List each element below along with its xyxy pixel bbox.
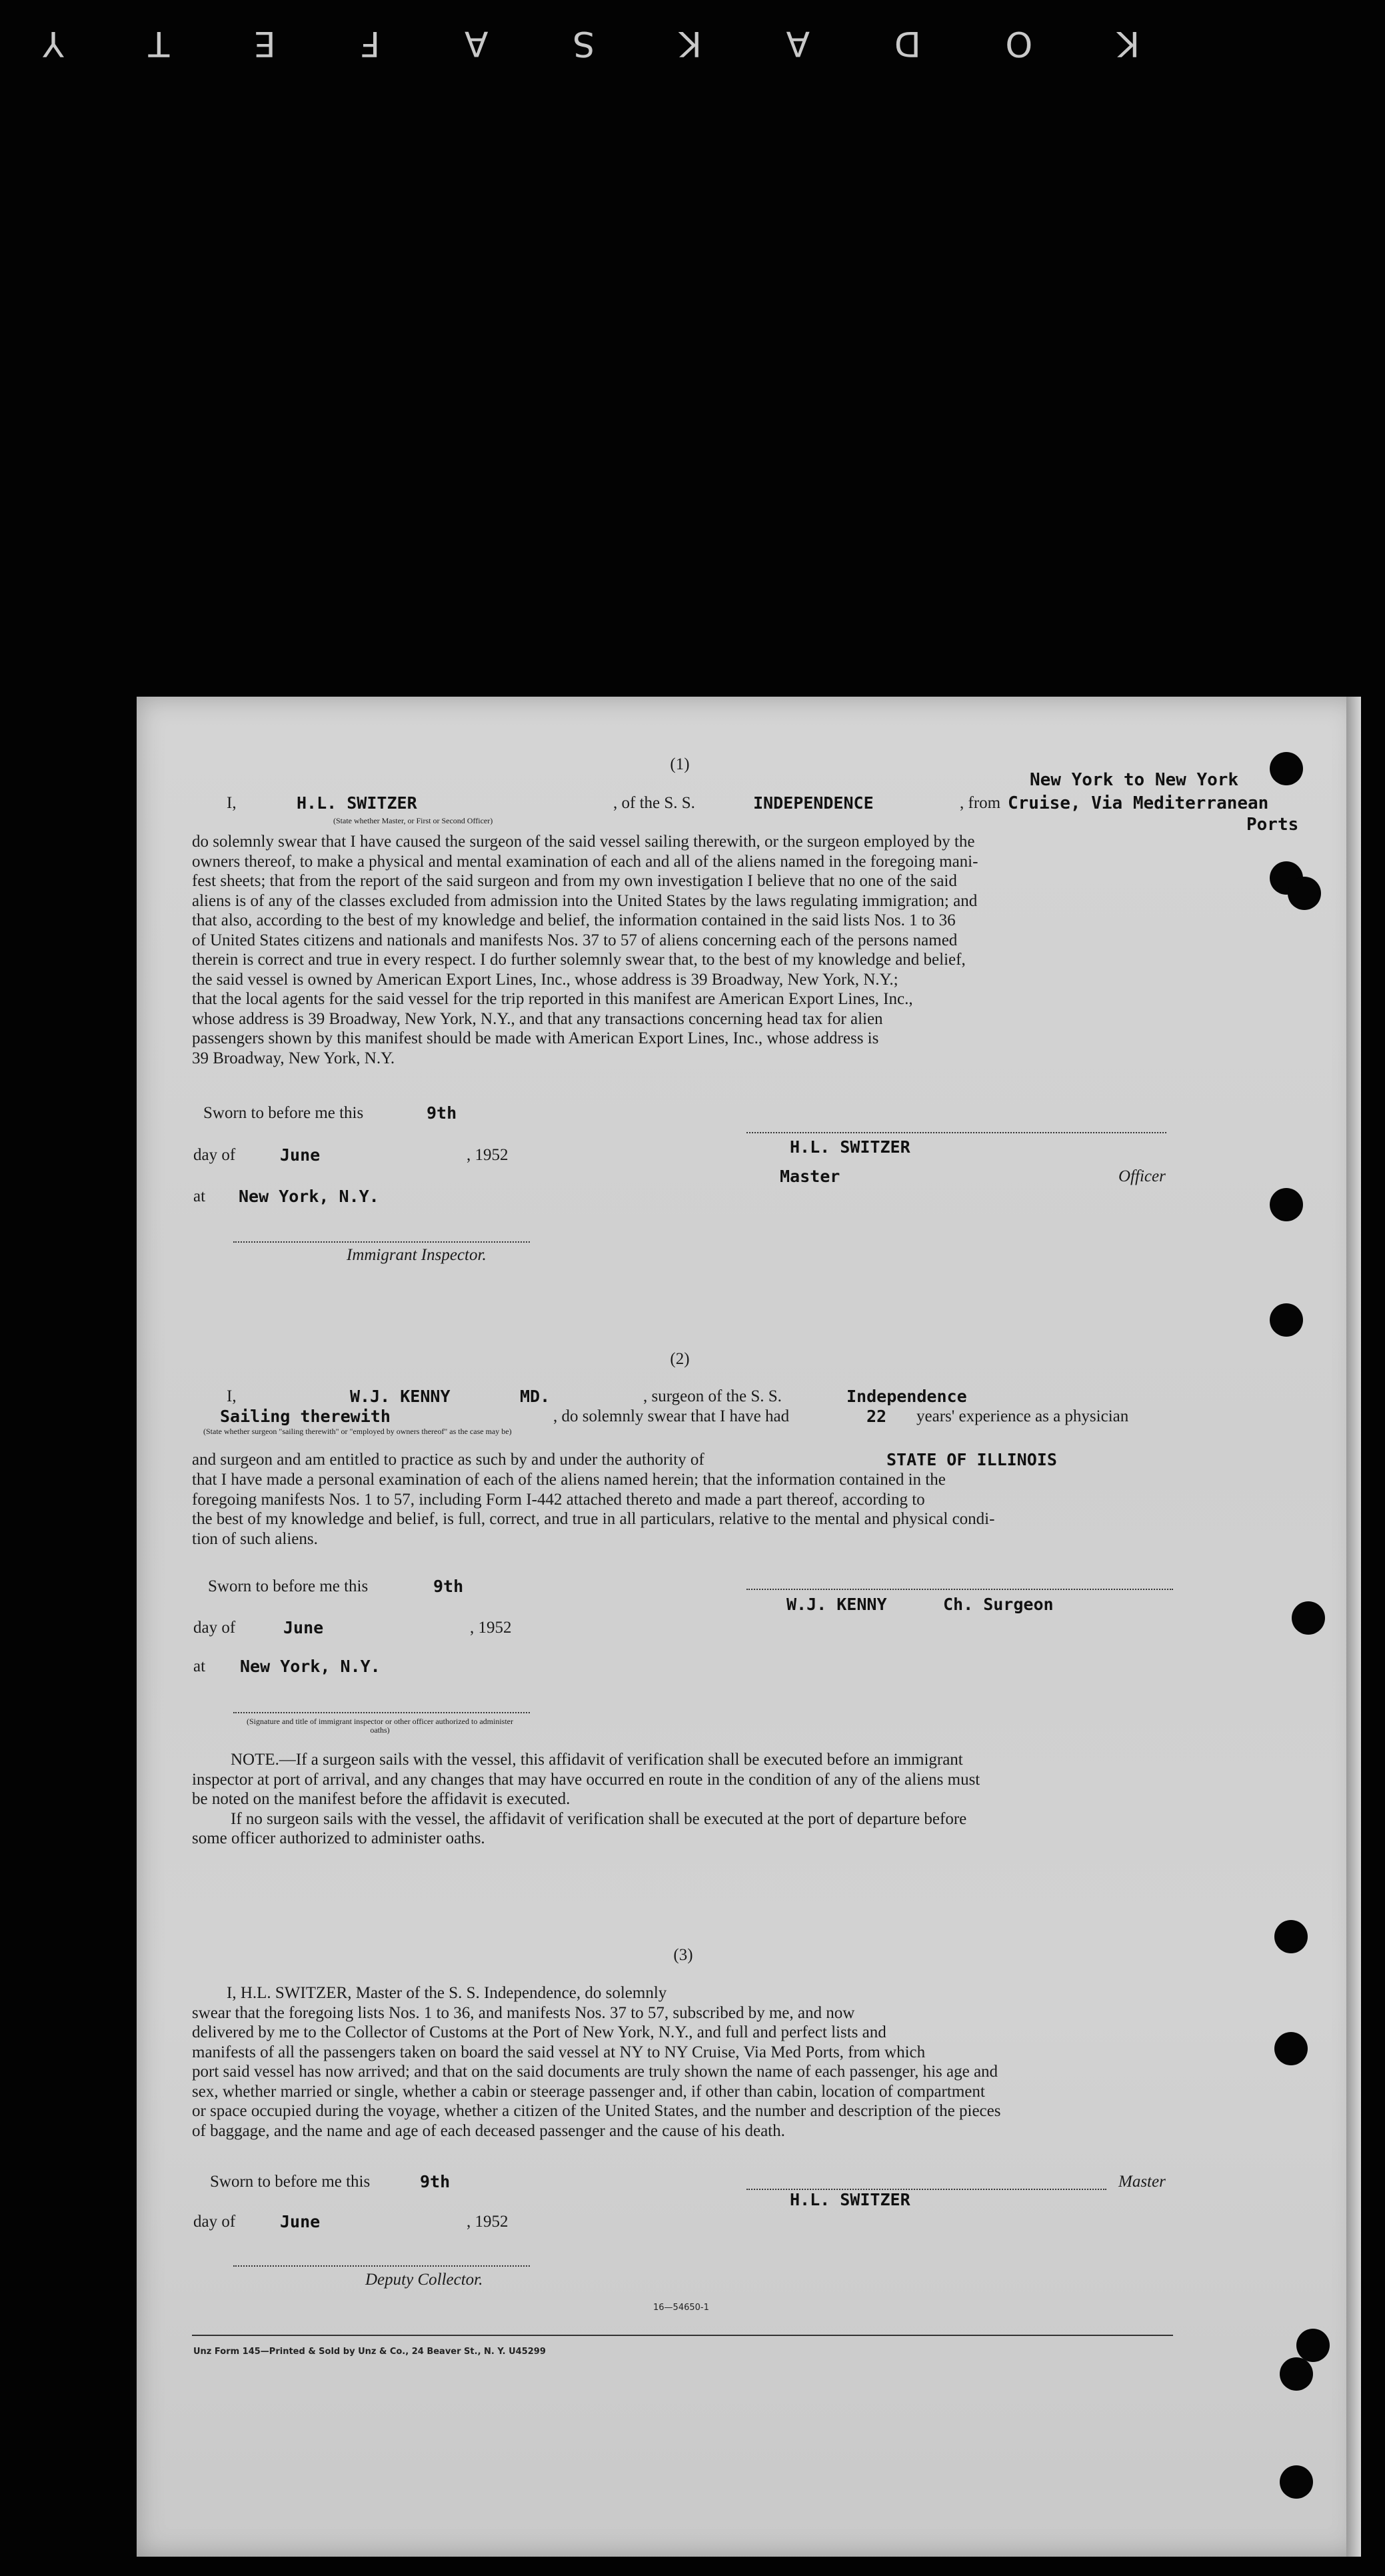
punch-hole — [1292, 1601, 1325, 1635]
sec3-sworn-day: 9th — [420, 2172, 451, 2191]
sec2-place: New York, N.Y. — [240, 1657, 381, 1676]
note-line: inspector at port of arrival, and any changes that may have occurred en route in the condition of any of the aliens must — [192, 1770, 980, 1789]
sec3-line: manifests of all the passengers taken on board the said vessel at NY to NY Cruise, Via Med Ports, from which — [192, 2043, 926, 2061]
film-edge-letter: Y — [40, 23, 64, 63]
sec1-oath-line: owners thereof, to make a physical and mental examination of each and all of the aliens named in the foregoing mani- — [192, 852, 978, 871]
film-edge-letter: O — [1002, 23, 1033, 63]
sec3-line: or space occupied during the voyage, whether a citizen of the United States, and the number and description of the pieces — [192, 2102, 1001, 2120]
signature-line — [746, 1132, 1166, 1134]
sec3-line: of baggage, and the name and age of each deceased passenger and the cause of his death. — [192, 2121, 785, 2140]
sec1-oath-line: that the local agents for the said vessel for the trip reported in this manifest are American Export Lines, Inc., — [192, 990, 913, 1008]
sec1-state-note: (State whether Master, or First or Second Officer) — [333, 816, 493, 825]
film-edge-letter: T — [145, 23, 170, 63]
sec1-oath-text — [192, 832, 1172, 1068]
sec2-surgeon-signature: W.J. KENNY — [786, 1595, 887, 1614]
sec2-vessel-label: , surgeon of the S. S. — [643, 1387, 782, 1405]
film-edge-letter: S — [570, 23, 595, 63]
sec1-officer-rank: Master — [780, 1167, 840, 1186]
punch-hole — [1280, 2465, 1313, 2499]
footer-rule — [192, 2335, 1173, 2336]
section-3-number: (3) — [673, 1946, 693, 1964]
sec1-at-label: at — [193, 1187, 206, 1205]
sec2-sig-note: (Signature and title of immigrant inspector or other officer authorized to administer oaths) — [247, 1717, 513, 1735]
sec1-oath-line: aliens is of any of the classes excluded from admission into the United States by the laws regulating immigration; and — [192, 891, 978, 910]
sec3-line: sex, whether married or single, whether a cabin or steerage passenger and, if other than cabin, location of compartment — [192, 2082, 985, 2101]
signature-line — [233, 1241, 530, 1243]
sec3-collector-label: Deputy Collector. — [365, 2271, 483, 2289]
printer-imprint: Unz Form 145—Printed & Sold by Unz & Co., 24 Beaver St., N. Y. U45299 — [193, 2347, 546, 2357]
punch-hole — [1274, 2032, 1308, 2065]
sec1-from-label: , from — [960, 794, 1001, 812]
sec1-oath-line: whose address is 39 Broadway, New York, N.Y., and that any transactions concerning head tax for alien — [192, 1009, 883, 1028]
route-line: New York to New York — [1030, 770, 1239, 790]
sec3-master-label: Master — [1118, 2173, 1166, 2191]
punch-hole — [1288, 877, 1321, 910]
sec1-inspector-label: Immigrant Inspector. — [347, 1246, 487, 1264]
sec1-place: New York, N.Y. — [239, 1187, 379, 1206]
sec3-master-signature: H.L. SWITZER — [790, 2190, 910, 2209]
sec2-day-of-label: day of — [193, 1619, 236, 1637]
sheet-edge — [1346, 697, 1361, 2557]
punch-hole — [1270, 1303, 1303, 1337]
sec3-line: I, H.L. SWITZER, Master of the S. S. Independence, do solemnly — [227, 1984, 667, 2002]
sec2-state-note: (State whether surgeon "sailing therewith" or "employed by owners thereof" as the case may be) — [203, 1427, 512, 1436]
punch-hole — [1270, 1188, 1303, 1221]
sec1-oath-line: therein is correct and true in every respect. I do further solemnly swear that, to the best of my knowledge and belief, — [192, 951, 966, 969]
sec1-oath-line: 39 Broadway, New York, N.Y. — [192, 1049, 395, 1067]
sec2-sworn-day: 9th — [433, 1577, 464, 1596]
sec2-line: tion of such aliens. — [192, 1529, 318, 1548]
sec2-sworn-label: Sworn to before me this — [208, 1577, 369, 1595]
sec1-i: I, — [227, 794, 237, 812]
sec2-vessel-name: Independence — [846, 1387, 967, 1406]
sec1-oath-line: fest sheets; that from the report of the said surgeon and from my own investigation I believe that no one of the said — [192, 872, 957, 890]
note-line: be noted on the manifest before the affidavit is executed. — [192, 1790, 571, 1808]
sec2-i: I, — [227, 1387, 237, 1405]
sec1-day-of-label: day of — [193, 1146, 236, 1164]
punch-hole — [1280, 2357, 1313, 2391]
sec1-officer-signature: H.L. SWITZER — [790, 1137, 910, 1157]
sec2-authority-label: and surgeon and am entitled to practice as such by and under the authority of — [192, 1451, 704, 1469]
section-1-number: (1) — [670, 755, 690, 773]
sec2-md: MD. — [520, 1387, 551, 1406]
sec2-surgeon-name: W.J. KENNY — [350, 1387, 451, 1406]
signature-line — [746, 1589, 1173, 1591]
film-edge-marking — [0, 13, 1180, 73]
sec3-line: swear that the foregoing lists Nos. 1 to 36, and manifests Nos. 37 to 57, subscribed by me, and now — [192, 2003, 855, 2022]
sec1-oath-line: passengers shown by this manifest should be made with American Export Lines, Inc., whose address is — [192, 1029, 879, 1047]
sec2-month: June — [283, 1618, 324, 1637]
sec1-oath-line: do solemnly swear that I have caused the surgeon of the said vessel sailing therewith, or the surgeon employed by the — [192, 833, 975, 851]
film-edge-letter: K — [1114, 23, 1140, 63]
sec2-years: 22 — [866, 1407, 887, 1426]
sec3-line: delivered by me to the Collector of Customs at the Port of New York, N.Y., and full and perfect lists and — [192, 2023, 886, 2041]
sec2-years-label: years' experience as a physician — [916, 1407, 1129, 1425]
film-edge-letter: A — [783, 23, 810, 63]
punch-hole — [1270, 752, 1303, 785]
sec3-month: June — [280, 2212, 321, 2231]
sec2-note — [192, 1750, 1172, 1849]
sec2-at-label: at — [193, 1657, 206, 1675]
sec2-oath-text: , do solemnly swear that I have had — [553, 1407, 790, 1425]
sec2-line: the best of my knowledge and belief, is full, correct, and true in all particulars, relative to the mental and physical condi- — [192, 1510, 995, 1528]
sec3-line: port said vessel has now arrived; and that on the said documents are truly shown the name of each passenger, his age and — [192, 2063, 998, 2081]
sec1-month: June — [280, 1145, 321, 1165]
sec3-declaration — [192, 1983, 1172, 2141]
note-line: If no surgeon sails with the vessel, the affidavit of verification shall be executed at the port of departure before — [231, 1809, 967, 1828]
sec1-master-name: H.L. SWITZER — [297, 793, 417, 813]
form-number: 16—54650-1 — [653, 2303, 709, 2313]
signature-line — [233, 1712, 530, 1714]
sec3-year: , 1952 — [467, 2213, 509, 2231]
signature-line — [233, 2265, 530, 2267]
punch-hole — [1296, 2329, 1330, 2362]
sec2-year: , 1952 — [470, 1619, 512, 1637]
sec2-surgeon-title: Ch. Surgeon — [943, 1595, 1054, 1614]
sec1-year: , 1952 — [467, 1146, 509, 1164]
sec2-line: foregoing manifests Nos. 1 to 57, including Form I-442 attached thereto and made a part thereof, according to — [192, 1490, 925, 1509]
sec2-authority: STATE OF ILLINOIS — [886, 1450, 1057, 1469]
sec2-sailing: Sailing therewith — [220, 1407, 391, 1426]
film-edge-letter: D — [891, 23, 921, 63]
sec1-from-value: Cruise, Via Mediterranean — [1008, 793, 1269, 813]
sec1-officer-label: Officer — [1118, 1167, 1166, 1185]
film-edge-letter: A — [461, 23, 489, 63]
sec1-ports: Ports — [1246, 815, 1299, 835]
sec2-line: that I have made a personal examination of each of the aliens named herein; that the information contained in the — [192, 1471, 946, 1489]
sec3-sworn-label: Sworn to before me this — [210, 2173, 371, 2191]
sec1-oath-line: of United States citizens and nationals and manifests Nos. 37 to 57 of aliens concerning each of the persons named — [192, 931, 958, 949]
sec1-oath-line: that also, according to the best of my knowledge and belief, the information contained in the said lists Nos. 1 to 36 — [192, 911, 956, 929]
sec1-oath-line: the said vessel is owned by American Export Lines, Inc., whose address is 39 Broadway, New York, N.Y.; — [192, 970, 898, 989]
film-edge-letter: E — [251, 23, 276, 63]
sec3-day-of-label: day of — [193, 2213, 236, 2231]
sec2-declaration — [192, 1470, 1172, 1549]
note-line: some officer authorized to administer oaths. — [192, 1829, 485, 1847]
film-edge-letter: K — [676, 23, 702, 63]
section-2-number: (2) — [670, 1350, 690, 1368]
sec1-sworn-day: 9th — [427, 1103, 457, 1123]
note-line: NOTE.—If a surgeon sails with the vessel, this affidavit of verification shall be executed before an immigrant — [231, 1751, 963, 1769]
punch-hole — [1274, 1920, 1308, 1953]
sec1-sworn-label: Sworn to before me this — [203, 1104, 364, 1122]
sec1-vessel-name: INDEPENDENCE — [753, 793, 874, 813]
sec1-vessel-label: , of the S. S. — [613, 794, 695, 812]
film-edge-letter: F — [357, 23, 381, 63]
